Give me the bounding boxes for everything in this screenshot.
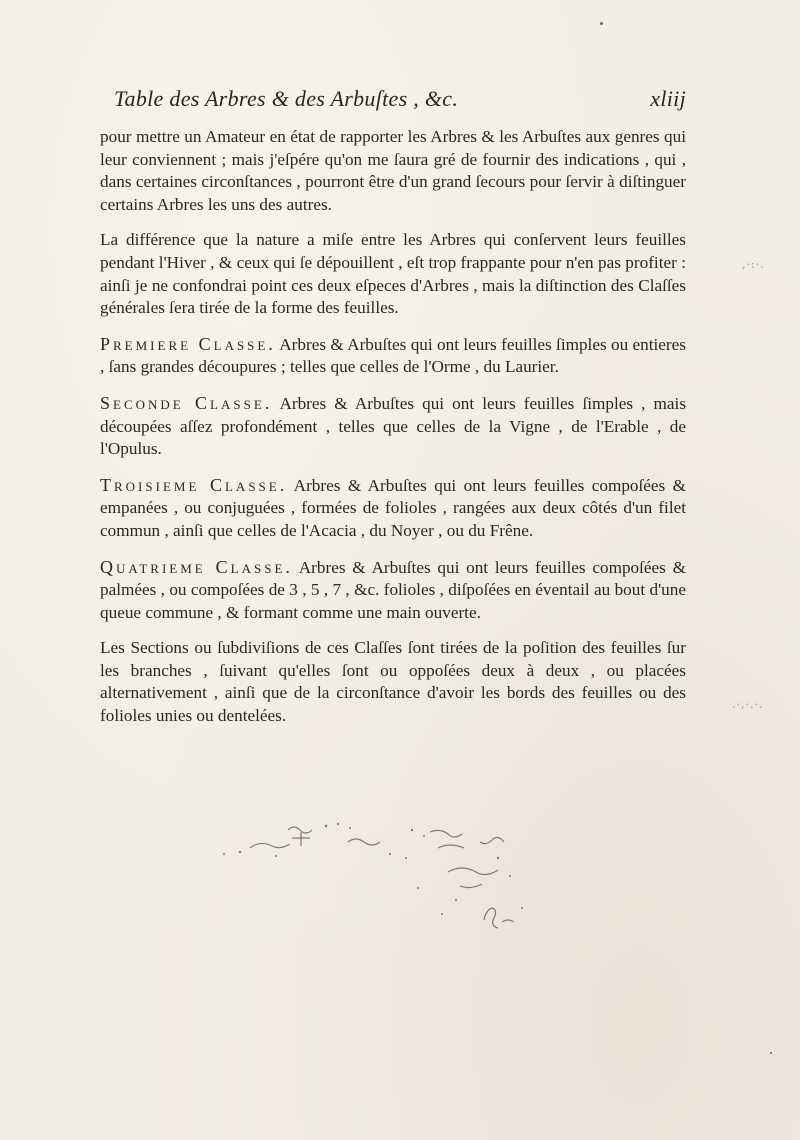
fourth-class-text: Arbres & Arbuſtes qui ont leurs feuilles compoſées & palmées , ou compoſées de 3 , 5 , 7 , &c. folioles , diſpoſées en éventail au bout d'une queue commune , & formant comme une main ouverte. [100,557,686,622]
paragraph-difference: La différence que la nature a miſe entre les Arbres qui conſervent leurs feuilles pendant l'Hiver , & ceux qui ſe dépouillent , eſt trop frappante pour n'en pas profiter : ainſi je ne confondrai point ces deux eſpeces d'Arbres , mais la diſtinction des Claſſes générales ſera tirée de la forme des feuilles. [100,230,686,318]
ink-fleck [770,1052,772,1054]
paragraph-second-class [100,392,686,461]
body-text [100,126,686,741]
second-class-heading: Seconde Classe. [100,392,273,413]
paragraph-third-class [100,474,686,543]
paragraph-intro: pour mettre un Amateur en état de rapporter les Arbres & les Arbuſtes aux genres qui leur conviennent ; mais j'eſpére qu'on me ſaura gré de fournir des indications , qui , dans certaines circonſtances , pourront être d'un grand ſecours pour ſervir à diſtinguer certains Arbres les uns des autres. [100,127,686,214]
fourth-class-heading: Quatrieme Classe. [100,556,293,577]
second-class-text: Arbres & Arbuſtes qui ont leurs feuilles ſimples , mais découpées aſſez profondément , telles que celles de la Vigne , de l'Erable , de l'Opulus. [100,393,687,459]
third-class-heading: Troisieme Classe. [100,474,288,495]
paragraph-sections: Les Sections ou ſubdiviſions de ces Claſſes ſont tirées de la poſition des feuilles ſur les branches , ſuivant qu'elles ſont ou oppoſées deux à deux , ou placées alternativement , ainſi que de la circonſtance d'avoir les bords des feuilles ou des folioles unies ou dentelées. [100,638,686,726]
paragraph-first-class [100,333,686,379]
ink-fleck [600,22,603,25]
third-class-text: Arbres & Arbuſtes qui ont leurs feuilles compoſées & empanées , ou conjuguées , formées de folioles , rangées aux deux côtés d'un filet commun , ainſi que celles de l'Acacia , du Noyer , ou du Frêne. [100,475,686,540]
first-class-text: Arbres & Arbuſtes qui ont leurs feuilles ſimples ou entieres , ſans grandes découpures ; telles que celles de l'Orme , du Laurier. [100,334,686,377]
margin-smudge-upper: ,·:·. [742,258,765,271]
paragraph-fourth-class [100,556,686,625]
page-number: xliij [650,86,686,111]
running-head [114,86,686,116]
running-head-title: Table des Arbres & des Arbuſtes , &c. [114,86,459,111]
margin-smudge-lower: .·,·.·. [732,698,764,711]
tailpiece-ornament [180,818,660,998]
first-class-heading: Premiere Classe. [100,333,276,354]
